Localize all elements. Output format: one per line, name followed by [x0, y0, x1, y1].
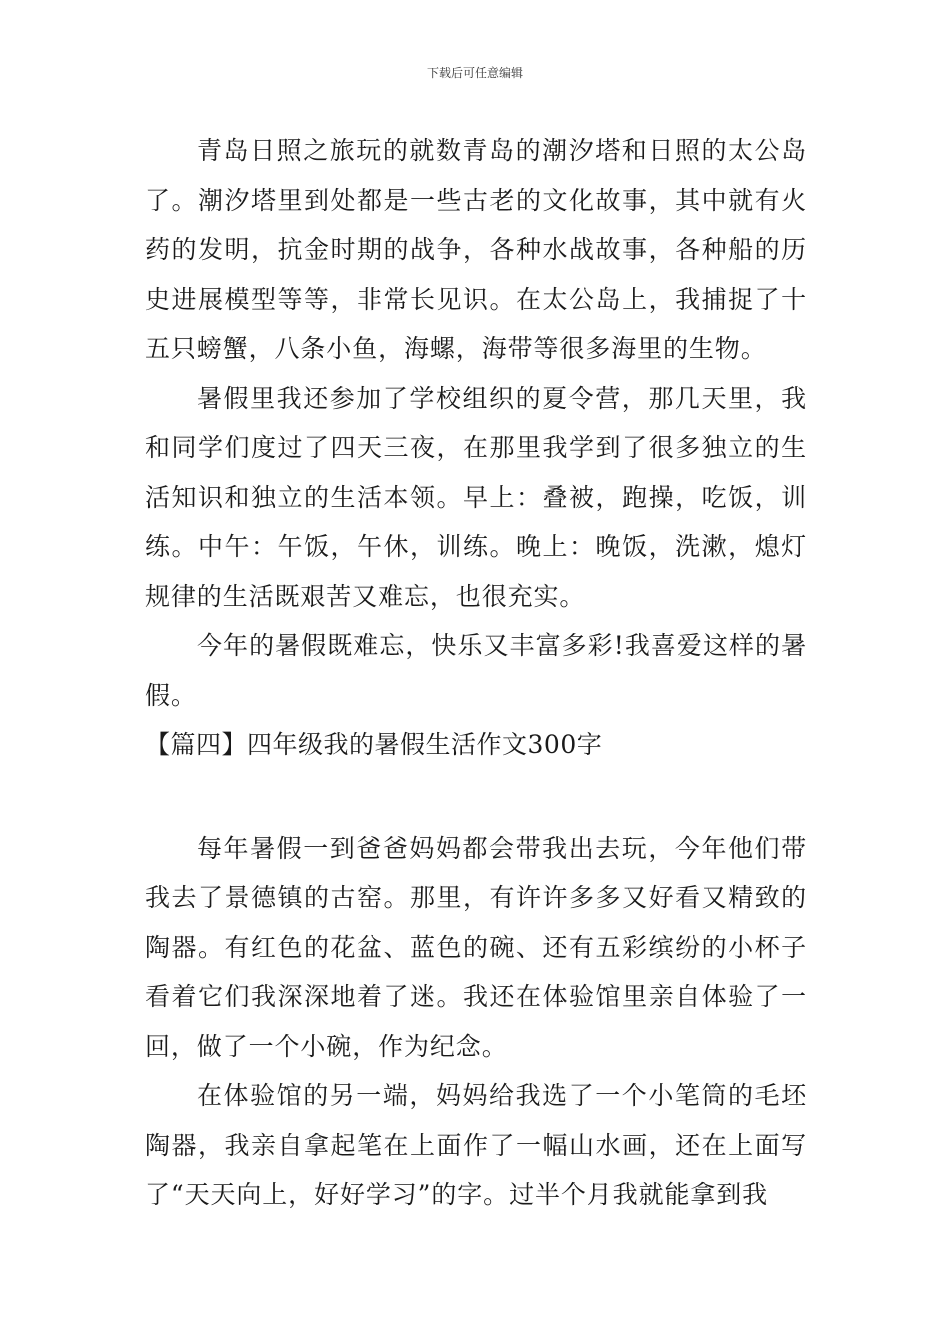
paragraph-jingdezhen: 每年暑假一到爸爸妈妈都会带我出去玩，今年他们带我去了景德镇的古窑。那里，有许许多多又好看又精致的陶器。有红色的花盆、蓝色的碗、还有五彩缤纷的小杯子看着它们我深深地着了迷。我还在体验馆里亲自体验了一回，做了一个小碗，作为纪念。 [145, 833, 807, 1061]
paragraph-pottery-painting: 在体验馆的另一端，妈妈给我选了一个小笔筒的毛坯陶器，我亲自拿起笔在上面作了一幅山水画，还在上面写了“天天向上，好好学习”的字。过半个月我就能拿到我 [145, 1081, 807, 1209]
section-spacer [145, 770, 807, 824]
paragraph-summary: 今年的暑假既难忘，快乐又丰富多彩!我喜爱这样的暑假。 [145, 631, 807, 710]
page-header: 下载后可任意编辑 [426, 66, 523, 80]
section-heading: 【篇四】四年级我的暑假生活作文300字 [145, 730, 603, 759]
document-body [145, 126, 807, 1220]
paragraph-summer-camp: 暑假里我还参加了学校组织的夏令营，那几天里，我和同学们度过了四天三夜，在那里我学到了很多独立的生活知识和独立的生活本领。早上：叠被，跑操，吃饭，训练。中午：午饭，午休，训练。晚上：晚饭，洗漱，熄灯规律的生活既艰苦又难忘，也很充实。 [145, 383, 807, 611]
paragraph-qingdao-trip: 青岛日照之旅玩的就数青岛的潮汐塔和日照的太公岛了。潮汐塔里到处都是一些古老的文化故事，其中就有火药的发明，抗金时期的战争，各种水战故事，各种船的历史进展模型等等，非常长见识。在太公岛上，我捕捉了十五只螃蟹，八条小鱼，海螺，海带等很多海里的生物。 [145, 136, 807, 363]
